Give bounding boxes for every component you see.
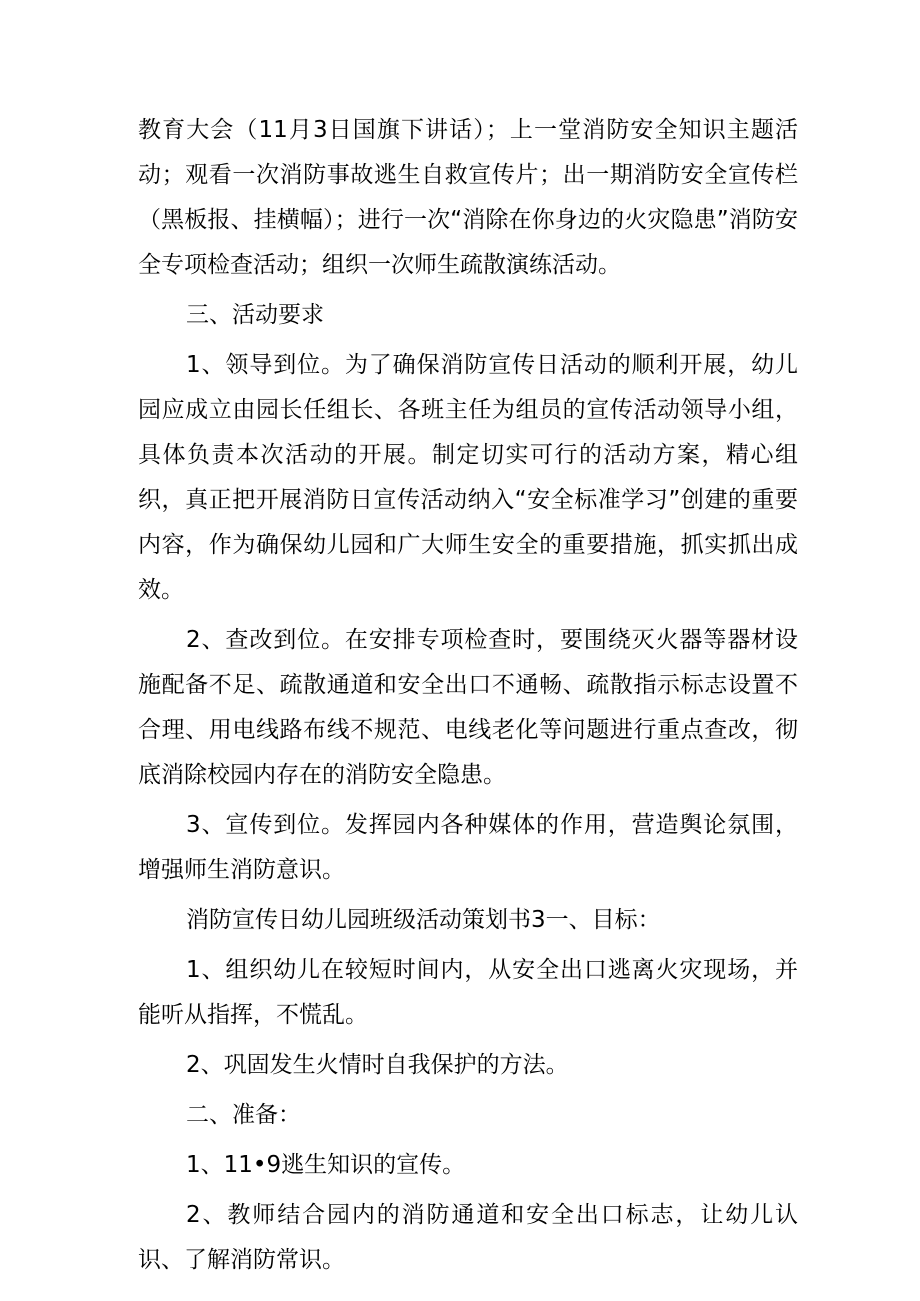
paragraph-preparation-2: 2、教师结合园内的消防通道和安全出口标志，让幼儿认识、了解消防常识。	[138, 1202, 798, 1273]
paragraph-goal-1: 1、组织幼儿在较短时间内，从安全出口逃离火灾现场，并能听从指挥，不慌乱。	[138, 957, 798, 1028]
paragraph-inspection: 2、查改到位。在安排专项检查时，要围绕灭火器等器材设施配备不足、疏散通道和安全出口不通畅、疏散指示标志设置不合理、用电线路布线不规范、电线老化等问题进行重点查改，彻底消除校园内存在的消防安全隐患。	[138, 627, 798, 788]
heading-activity-requirements: 三、活动要求	[186, 302, 324, 328]
heading-plan-3-goals: 消防宣传日幼儿园班级活动策划书3一、目标：	[186, 907, 661, 933]
paragraph-publicity: 3、宣传到位。发挥园内各种媒体的作用，营造舆论氛围，增强师生消防意识。	[138, 812, 798, 883]
paragraph-goal-2: 2、巩固发生火情时自我保护的方法。	[186, 1052, 569, 1078]
heading-preparation: 二、准备：	[186, 1102, 301, 1128]
document-body	[138, 108, 798, 1283]
paragraph-activity-list: 教育大会（11月3日国旗下讲话）；上一堂消防安全知识主题活动；观看一次消防事故逃生自救宣传片；出一期消防安全宣传栏（黑板报、挂横幅）；进行一次“消除在你身边的火灾隐患”消防安全专项检查活动；组织一次师生疏散演练活动。	[138, 117, 798, 278]
paragraph-preparation-1: 1、11•9逃生知识的宣传。	[186, 1152, 466, 1178]
paragraph-leadership: 1、领导到位。为了确保消防宣传日活动的顺利开展，幼儿园应成立由园长任组长、各班主任为组员的宣传活动领导小组，具体负责本次活动的开展。制定切实可行的活动方案，精心组织，真正把开展消防日宣传活动纳入“安全标准学习”创建的重要内容，作为确保幼儿园和广大师生安全的重要措施，抓实抓出成效。	[138, 352, 798, 603]
